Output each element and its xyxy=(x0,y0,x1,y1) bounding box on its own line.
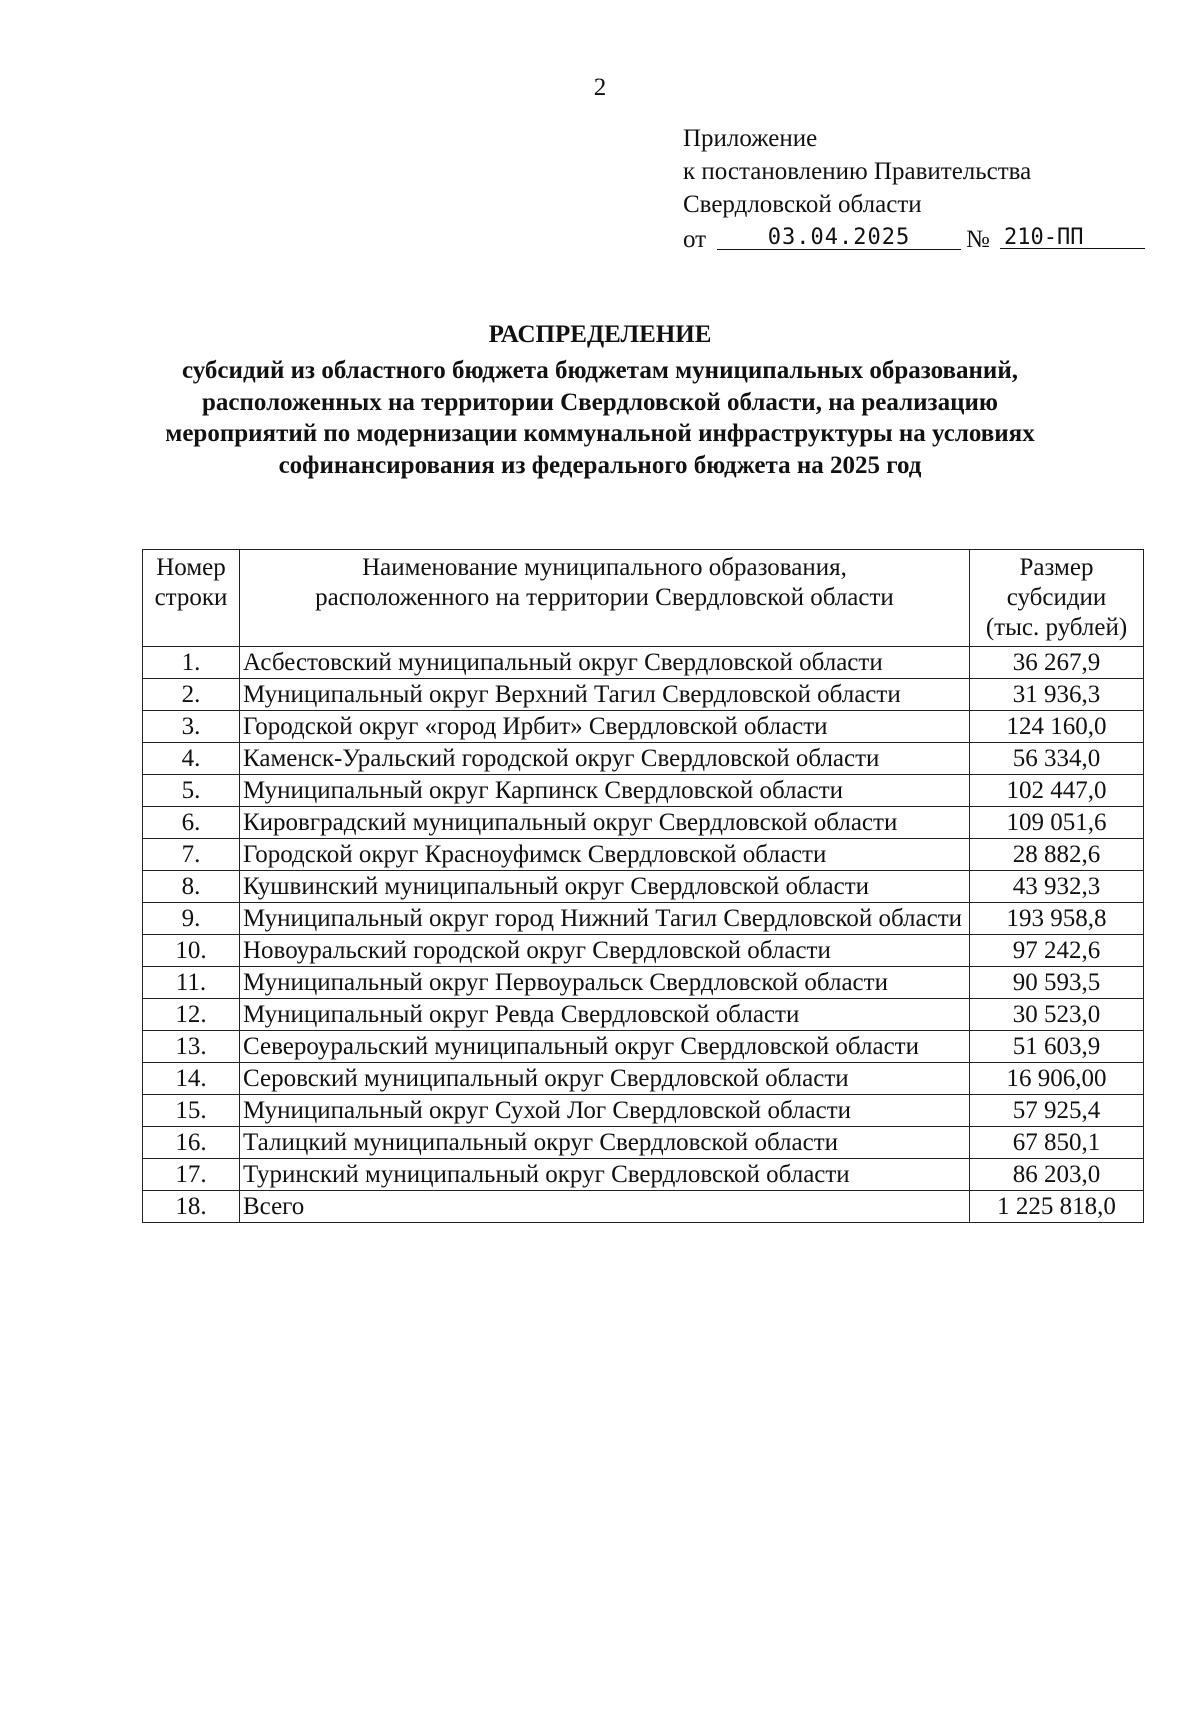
table-row xyxy=(143,839,1144,871)
municipality-name: Муниципальный округ Верхний Тагил Свердловской области xyxy=(240,679,970,711)
subsidy-amount: 30 523,0 xyxy=(970,999,1144,1031)
from-label: от xyxy=(683,226,707,253)
subsidy-amount: 109 051,6 xyxy=(970,807,1144,839)
municipality-name: Кировградский муниципальный округ Свердловской области xyxy=(240,807,970,839)
page-number: 2 xyxy=(593,74,607,101)
appendix-resolution-line: к постановлению Правительства xyxy=(683,158,1032,185)
header-name-line-2: расположенного на территории Свердловской области xyxy=(315,584,894,611)
table-total-row xyxy=(143,1191,1144,1223)
subsidy-amount: 97 242,6 xyxy=(970,935,1144,967)
header-name-line-1: Наименование муниципального образования, xyxy=(362,554,847,581)
table-row xyxy=(143,807,1144,839)
subsidy-amount: 102 447,0 xyxy=(970,775,1144,807)
subsidy-table xyxy=(142,549,1144,1223)
row-number: 10. xyxy=(143,935,240,967)
row-number: 14. xyxy=(143,1063,240,1095)
row-number: 15. xyxy=(143,1095,240,1127)
subsidy-amount: 57 925,4 xyxy=(970,1095,1144,1127)
subsidy-amount: 28 882,6 xyxy=(970,839,1144,871)
subtitle-line-4: софинансирования из федерального бюджета на 2025 год xyxy=(278,451,922,479)
municipality-name: Асбестовский муниципальный округ Свердловской области xyxy=(240,647,970,679)
row-number: 16. xyxy=(143,1127,240,1159)
row-number: 7. xyxy=(143,839,240,871)
table-row xyxy=(143,1127,1144,1159)
header-row-number xyxy=(143,550,240,647)
table-row xyxy=(143,1095,1144,1127)
header-row-number-line-2: строки xyxy=(154,584,228,611)
appendix-title: Приложение xyxy=(683,125,818,152)
subtitle-line-1: субсидий из областного бюджета бюджетам муниципальных образований, xyxy=(182,357,1018,384)
subtitle-line-2: расположенных на территории Свердловской области, на реализацию xyxy=(202,388,998,416)
row-number: 2. xyxy=(143,679,240,711)
municipality-name: Североуральский муниципальный округ Свердловской области xyxy=(240,1031,970,1063)
row-number: 9. xyxy=(143,903,240,935)
header-amount-line-3: (тыс. рублей) xyxy=(985,614,1128,641)
appendix-block xyxy=(683,122,1153,261)
table-row xyxy=(143,775,1144,807)
header-row-number-line-1: Номер xyxy=(156,554,226,581)
header-municipality-name xyxy=(240,550,970,647)
table-header-row xyxy=(143,550,1144,647)
subsidy-amount: 43 932,3 xyxy=(970,871,1144,903)
appendix-date-number-line xyxy=(683,221,1153,261)
document-subtitle xyxy=(100,355,1100,481)
municipality-name: Талицкий муниципальный округ Свердловской области xyxy=(240,1127,970,1159)
row-number: 3. xyxy=(143,711,240,743)
row-number: 4. xyxy=(143,743,240,775)
subsidy-amount: 16 906,00 xyxy=(970,1063,1144,1095)
municipality-name: Муниципальный округ Первоуральск Свердловской области xyxy=(240,967,970,999)
municipality-name: Муниципальный округ город Нижний Тагил Свердловской области xyxy=(240,903,970,935)
resolution-number: 210-ПП xyxy=(1000,221,1145,249)
subsidy-amount: 56 334,0 xyxy=(970,743,1144,775)
row-number: 12. xyxy=(143,999,240,1031)
appendix-region-line: Свердловской области xyxy=(683,191,922,218)
row-number: 8. xyxy=(143,871,240,903)
municipality-name: Серовский муниципальный округ Свердловской области xyxy=(240,1063,970,1095)
header-subsidy-amount xyxy=(970,550,1144,647)
municipality-name: Кушвинский муниципальный округ Свердловской области xyxy=(240,871,970,903)
table-row xyxy=(143,1063,1144,1095)
table-row xyxy=(143,1159,1144,1191)
municipality-name: Муниципальный округ Ревда Свердловской области xyxy=(240,999,970,1031)
table-row xyxy=(143,647,1144,679)
table-row xyxy=(143,935,1144,967)
table-row xyxy=(143,711,1144,743)
municipality-name: Муниципальный округ Карпинск Свердловской области xyxy=(240,775,970,807)
subsidy-amount: 124 160,0 xyxy=(970,711,1144,743)
subsidy-amount: 86 203,0 xyxy=(970,1159,1144,1191)
table-row xyxy=(143,999,1144,1031)
municipality-name: Городской округ Красноуфимск Свердловской области xyxy=(240,839,970,871)
subtitle-line-3: мероприятий по модернизации коммунальной инфраструктуры на условиях xyxy=(165,420,1035,447)
row-number: 11. xyxy=(143,967,240,999)
resolution-date: 03.04.2025 xyxy=(717,221,961,250)
row-number: 17. xyxy=(143,1159,240,1191)
subsidy-amount: 193 958,8 xyxy=(970,903,1144,935)
table-row xyxy=(143,871,1144,903)
header-amount-line-1: Размер xyxy=(1019,554,1094,581)
subsidy-amount: 90 593,5 xyxy=(970,967,1144,999)
subsidy-amount: 31 936,3 xyxy=(970,679,1144,711)
header-amount-line-2: субсидии xyxy=(1006,584,1107,611)
subsidy-amount: 51 603,9 xyxy=(970,1031,1144,1063)
municipality-name: Туринский муниципальный округ Свердловской области xyxy=(240,1159,970,1191)
municipality-name: Каменск-Уральский городской округ Свердловской области xyxy=(240,743,970,775)
row-number: 18. xyxy=(143,1191,240,1223)
municipality-name: Городской округ «город Ирбит» Свердловской области xyxy=(240,711,970,743)
table-row xyxy=(143,1031,1144,1063)
number-label: № xyxy=(966,226,990,253)
document-title: РАСПРЕДЕЛЕНИЕ xyxy=(488,321,712,348)
table-row xyxy=(143,967,1144,999)
municipality-name: Муниципальный округ Сухой Лог Свердловской области xyxy=(240,1095,970,1127)
row-number: 1. xyxy=(143,647,240,679)
total-label: Всего xyxy=(240,1191,970,1223)
row-number: 6. xyxy=(143,807,240,839)
total-amount: 1 225 818,0 xyxy=(970,1191,1144,1223)
table-row xyxy=(143,679,1144,711)
municipality-name: Новоуральский городской округ Свердловской области xyxy=(240,935,970,967)
row-number: 13. xyxy=(143,1031,240,1063)
row-number: 5. xyxy=(143,775,240,807)
subsidy-amount: 67 850,1 xyxy=(970,1127,1144,1159)
table-row xyxy=(143,743,1144,775)
table-row xyxy=(143,903,1144,935)
subsidy-amount: 36 267,9 xyxy=(970,647,1144,679)
